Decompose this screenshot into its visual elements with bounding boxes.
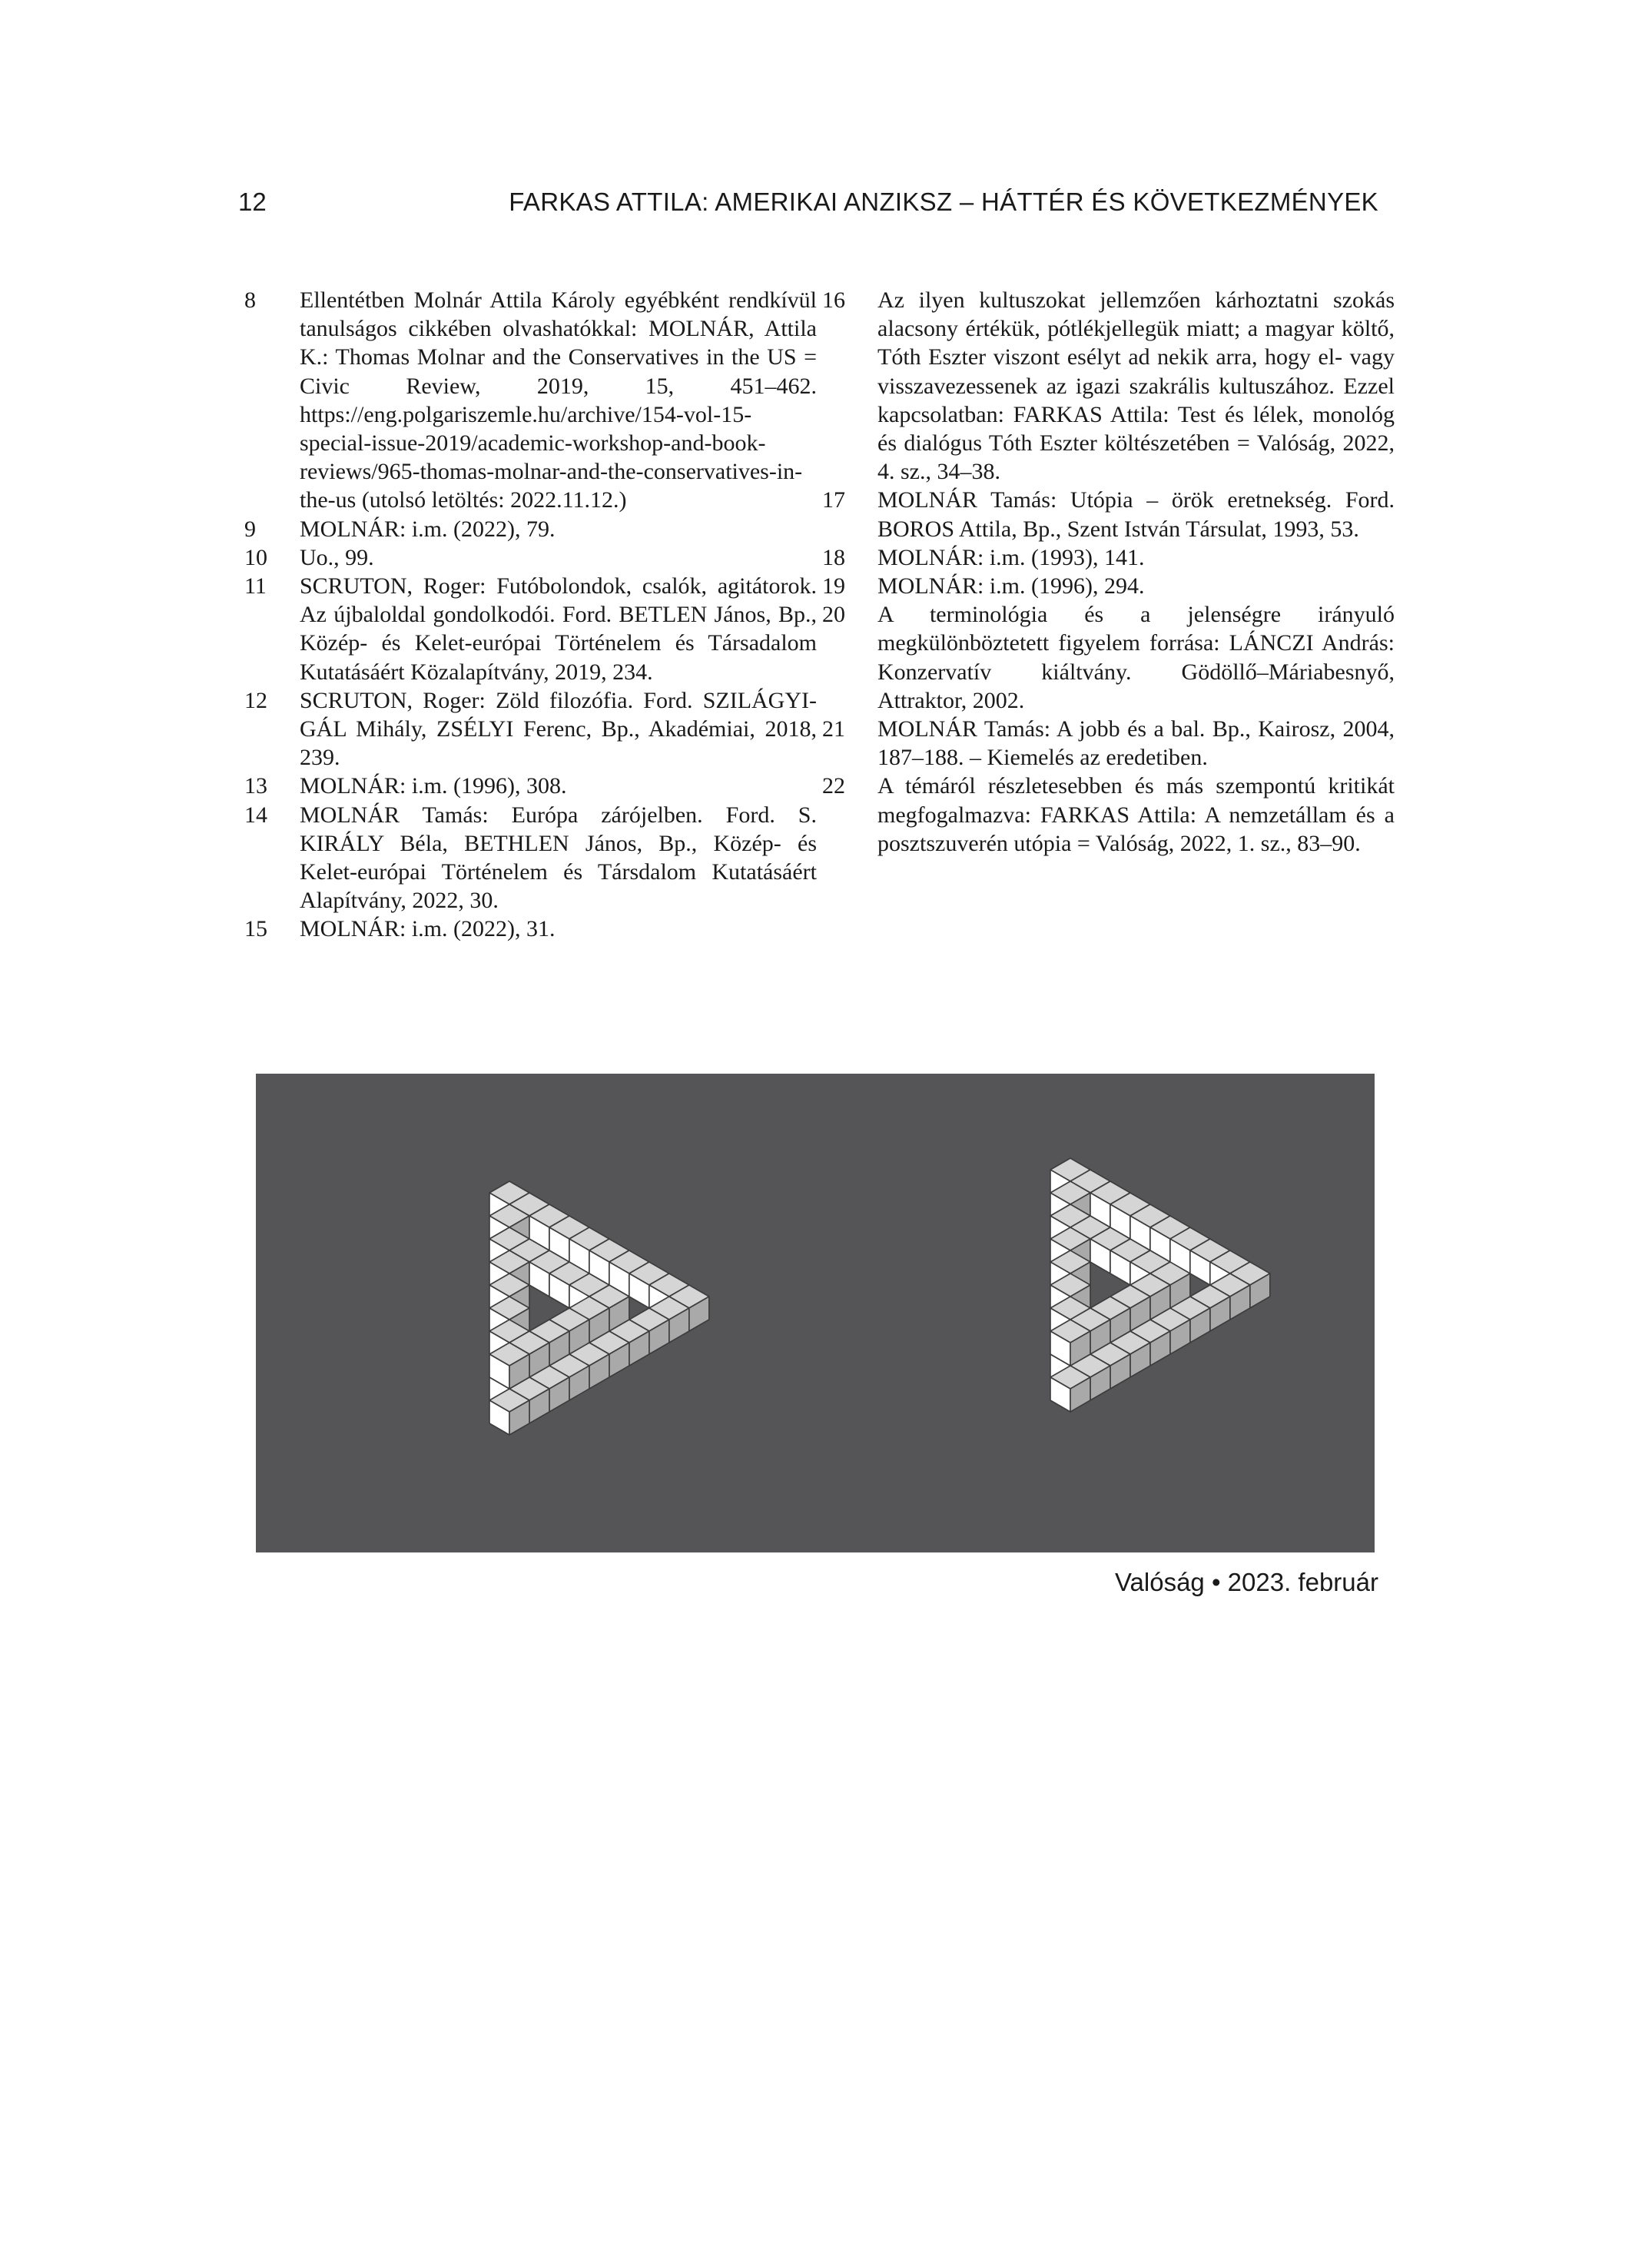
footnote <box>822 772 1395 858</box>
footnote-text: Uo., 99. <box>300 544 374 570</box>
footnote <box>822 486 1395 543</box>
footnote-text: SCRUTON, Roger: Futóbolondok, csalók, agitátorok. Az újbaloldal gondolkodói. Ford. BETLEN János, Bp., Közép- és Kelet-európai Történelem és Társadalom Kutatásáért Közalapítvány, 2019, 234. <box>300 573 817 685</box>
footnote-number: 22 <box>822 773 845 799</box>
page-number: 12 <box>238 188 267 216</box>
footnote-text: SCRUTON, Roger: Zöld filozófia. Ford. SZILÁGYI-GÁL Mihály, ZSÉLYI Ferenc, Bp., Akadémiai, 2018, 239. <box>300 687 817 771</box>
footnotes-left-column <box>244 286 817 944</box>
footnote-number: 20 <box>822 602 845 628</box>
footnote <box>244 572 817 686</box>
footnote-text: Ellentétben Molnár Attila Károly egyébként rendkívül tanulságos cikkében olvashatókkal: MOLNÁR, Attila K.: Thomas Molnar and the Conservatives in the US = Civic Review, 2019, 15, 451–462. https://eng.polgariszemle.hu/archive/154-vol-15-special-issue-2019/academic-workshop-and-book-reviews/965-thomas-molnar-and-the-conservatives-in-the-us (utolsó letöltés: 2022.11.12.) <box>300 287 817 513</box>
footnotes-right-column <box>822 286 1395 858</box>
footnote <box>244 686 817 772</box>
footnote-number: 14 <box>244 802 267 828</box>
footnote-text: MOLNÁR Tamás: Európa zárójelben. Ford. S. KIRÁLY Béla, BETHLEN János, Bp., Közép- és Kelet-európai Történelem és Társdalom Kutatásáért Alapítvány, 2022, 30. <box>300 802 817 914</box>
footnote <box>244 772 817 800</box>
footnote-number: 19 <box>822 573 845 599</box>
footnote-number: 21 <box>822 716 845 742</box>
footnote <box>244 543 817 572</box>
footnote-number: 12 <box>244 687 267 713</box>
footnote <box>244 515 817 543</box>
footnote-number: 10 <box>244 544 267 570</box>
footnote-number: 18 <box>822 544 845 570</box>
footnote-number: 13 <box>244 773 267 799</box>
footnote-text: MOLNÁR: i.m. (1996), 294. <box>877 573 1145 599</box>
footnote-number: 17 <box>822 487 845 513</box>
footnote-text: A témáról részletesebben és más szempontú kritikát megfogalmazva: FARKAS Attila: A nemzetállam és a posztszuverén utópia = Valóság, 2022, 1. sz., 83–90. <box>877 773 1395 856</box>
footnote <box>822 715 1395 772</box>
footnote <box>244 915 817 943</box>
footnote-text: MOLNÁR: i.m. (1993), 141. <box>877 544 1145 570</box>
artwork-canvas <box>256 1074 1375 1552</box>
footnote <box>244 801 817 915</box>
footnote-text: MOLNÁR Tamás: Utópia – örök eretnekség. Ford. BOROS Attila, Bp., Szent István Társulat, 1993, 53. <box>877 487 1395 542</box>
footnote <box>822 543 1395 572</box>
impossible-figure-artwork <box>256 1074 1375 1552</box>
footnote-number: 11 <box>244 573 267 599</box>
footnote-number: 9 <box>244 516 256 542</box>
footnote-number: 8 <box>244 287 256 313</box>
footnote-text: A terminológia és a jelenségre irányuló megkülönböztetett figyelem forrása: LÁNCZI András: Konzervatív kiáltvány. Gödöllő–Máriabesnyő, Attraktor, 2002. <box>877 602 1395 713</box>
footnote-number: 16 <box>822 287 845 313</box>
footnote <box>822 572 1395 600</box>
footnote-text: MOLNÁR: i.m. (2022), 79. <box>300 516 556 542</box>
footer-journal-date: Valóság • 2023. február <box>1114 1568 1378 1596</box>
footnote-number: 15 <box>244 916 267 942</box>
footnote <box>244 286 817 515</box>
footnote-text: MOLNÁR Tamás: A jobb és a bal. Bp., Kairosz, 2004, 187–188. – Kiemelés az eredetiben. <box>877 716 1395 771</box>
footnote <box>822 286 1395 486</box>
footnote-text: MOLNÁR: i.m. (2022), 31. <box>300 916 556 942</box>
footnote-text: Az ilyen kultuszokat jellemzően kárhoztatni szokás alacsony értékük, pótlékjellegük miatt; a magyar költő, Tóth Eszter viszont esélyt ad nekik arra, hogy el- vagy visszavezessenek az igazi szakrális kultuszához. Ezzel kapcsolatban: FARKAS Attila: Test és lélek, monológ és dialógus Tóth Eszter költészetében = Valóság, 2022, 4. sz., 34–38. <box>877 287 1395 485</box>
footnote <box>822 600 1395 715</box>
running-title: FARKAS ATTILA: AMERIKAI ANZIKSZ – HÁTTÉR ÉS KÖVETKEZMÉNYEK <box>509 188 1378 216</box>
footnote-text: MOLNÁR: i.m. (1996), 308. <box>300 773 567 799</box>
